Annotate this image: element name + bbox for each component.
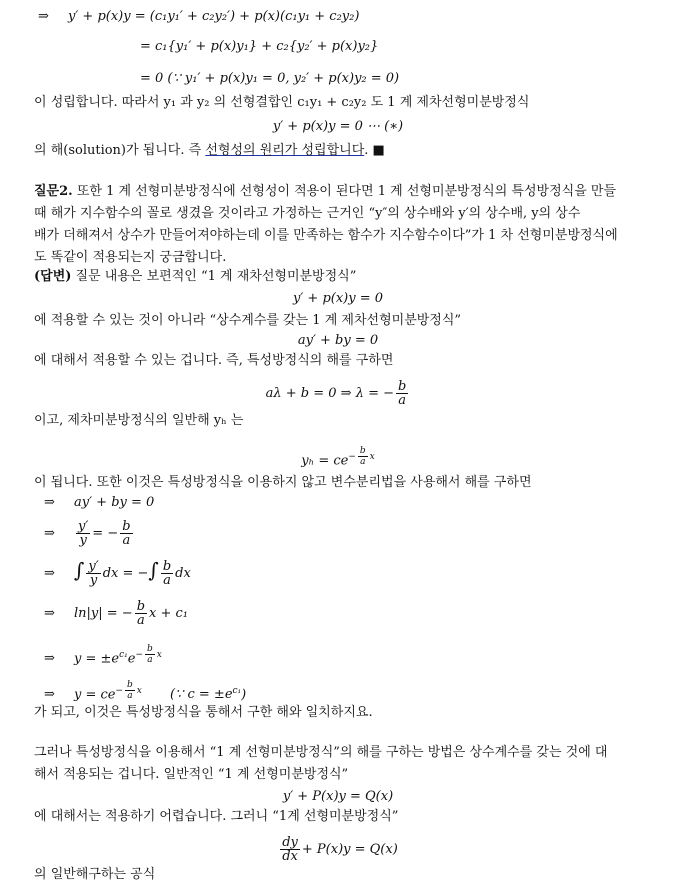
fraction-b-over-a: $\frac{b}{a}$ [398, 379, 407, 408]
answer-label: (답변) [34, 269, 72, 284]
linearity-principle-link[interactable]: 선형성의 원리가 성립합니다 [205, 143, 365, 158]
question-line-3: 배가 더해져서 상수가 만들어져야하는데 이를 만족하는 함수가 지수함수이다”가 1 차 선형미분방정식에 [34, 228, 618, 243]
question-line-2: 때 해가 지수함수의 꼴로 생겼을 것이라고 가정하는 근거인 “y″의 상수배와 y′의 상수배, y의 상수 [34, 206, 581, 221]
implies-arrow: ⇒ [38, 9, 49, 24]
question-label: 질문2. [34, 184, 73, 199]
question-line-1: 질문2. 또한 1 계 선형미분방정식에 선형성이 적용이 된다면 1 계 선형미분방정식의 특성방정식을 만들 [34, 184, 617, 199]
step-2: ⇒ $\frac{y'}{y}$ = − $\frac{b}{a}$ [44, 519, 131, 548]
step-4: ⇒ ln|y| = − $\frac{b}{a}$ x + c₁ [44, 599, 188, 628]
equation-a2: ay′ + by = 0 [297, 333, 379, 348]
answer-line-6: 가 되고, 이것은 특성방정식을 통해서 구한 해와 일치하지요. [34, 705, 373, 720]
para3-line-4: 의 일반해구하는 공식 [34, 867, 156, 882]
question-line-4: 도 똑같이 적용되는지 궁금합니다. [34, 250, 227, 265]
implies-arrow: ⇒ [44, 495, 55, 510]
equation-star: y′ + p(x)y = 0 ⋯ (∗) [272, 119, 404, 134]
equation-dydx: $\frac{dy}{dx}$ + P(x)y = Q(x) [282, 835, 398, 864]
answer-line-2: 에 적용할 수 있는 것이 아니라 “상수계수를 갖는 1 계 제차선형미분방정식” [34, 313, 462, 328]
answer-line-5: 이 됩니다. 또한 이것은 특성방정식을 이용하지 않고 변수분리법을 사용해서 해를 구하면 [34, 475, 532, 490]
answer-line-3: 에 대해서 적용할 수 있는 겁니다. 즉, 특성방정식의 해를 구하면 [34, 353, 394, 368]
derivation-line-3: = 0 (∵ y₁′ + p(x)y₁ = 0, y₂′ + p(x)y₂ = 0) [140, 71, 400, 86]
para3-line-3: 에 대해서는 적용하기 어렵습니다. 그러니 “1계 선형미분방정식” [34, 809, 399, 824]
para3-line-2: 해서 적용되는 겁니다. 일반적인 “1 계 선형미분방정식” [34, 767, 349, 782]
exponent: − b a x [348, 446, 375, 467]
step-6: ⇒ $y = ce^{- \frac{b}{a} x}$ (∵ $c = \pm e^{c_1}$) [44, 680, 247, 703]
paragraph-1: 이 성립합니다. 따라서 y₁ 과 y₂ 의 선형결합인 c₁y₁ + c₂y₂ 도 1 계 제차선형미분방정식 [34, 95, 530, 110]
step-3: ⇒ ∫ $\frac{y'}{y}$ dx = −∫ $\frac{b}{a}$ dx [44, 558, 191, 588]
homogeneous-solution: $y_h = ce^{- \frac{b}{a} x}$ [301, 446, 375, 469]
derivation-line-1: ⇒ y′ + p(x)y = (c₁y₁′ + c₂y₂′) + p(x)(c₁y₁ + c₂y₂) [38, 9, 360, 24]
step-5: ⇒ $y = \pm e^{c_1}e^{- \frac{b}{a} x}$ [44, 644, 162, 667]
step-1: ⇒ ay′ + by = 0 [44, 495, 155, 510]
derivation-line-2: = c₁{y₁′ + p(x)y₁} + c₂{y₂′ + p(x)y₂} [140, 39, 379, 54]
para3-line-1: 그러나 특성방정식을 이용해서 “1 계 선형미분방정식”의 해를 구하는 방법은 상수계수를 갖는 것에 대 [34, 745, 608, 760]
answer-line-4: 이고, 제차미분방정식의 일반해 yₕ 는 [34, 413, 244, 428]
characteristic-equation: aλ + b = 0 ⇒ λ = − $\frac{b}{a}$ [265, 379, 407, 408]
answer-line-1: (답변) 질문 내용은 보편적인 “1 계 재차선형미분방정식” [34, 269, 357, 284]
paragraph-2: 의 해(solution)가 됩니다. 즉 선형성의 원리가 성립합니다. ■ [34, 143, 385, 158]
equation-general: y′ + P(x)y = Q(x) [282, 789, 394, 804]
equation-a1: y′ + p(x)y = 0 [292, 291, 384, 306]
